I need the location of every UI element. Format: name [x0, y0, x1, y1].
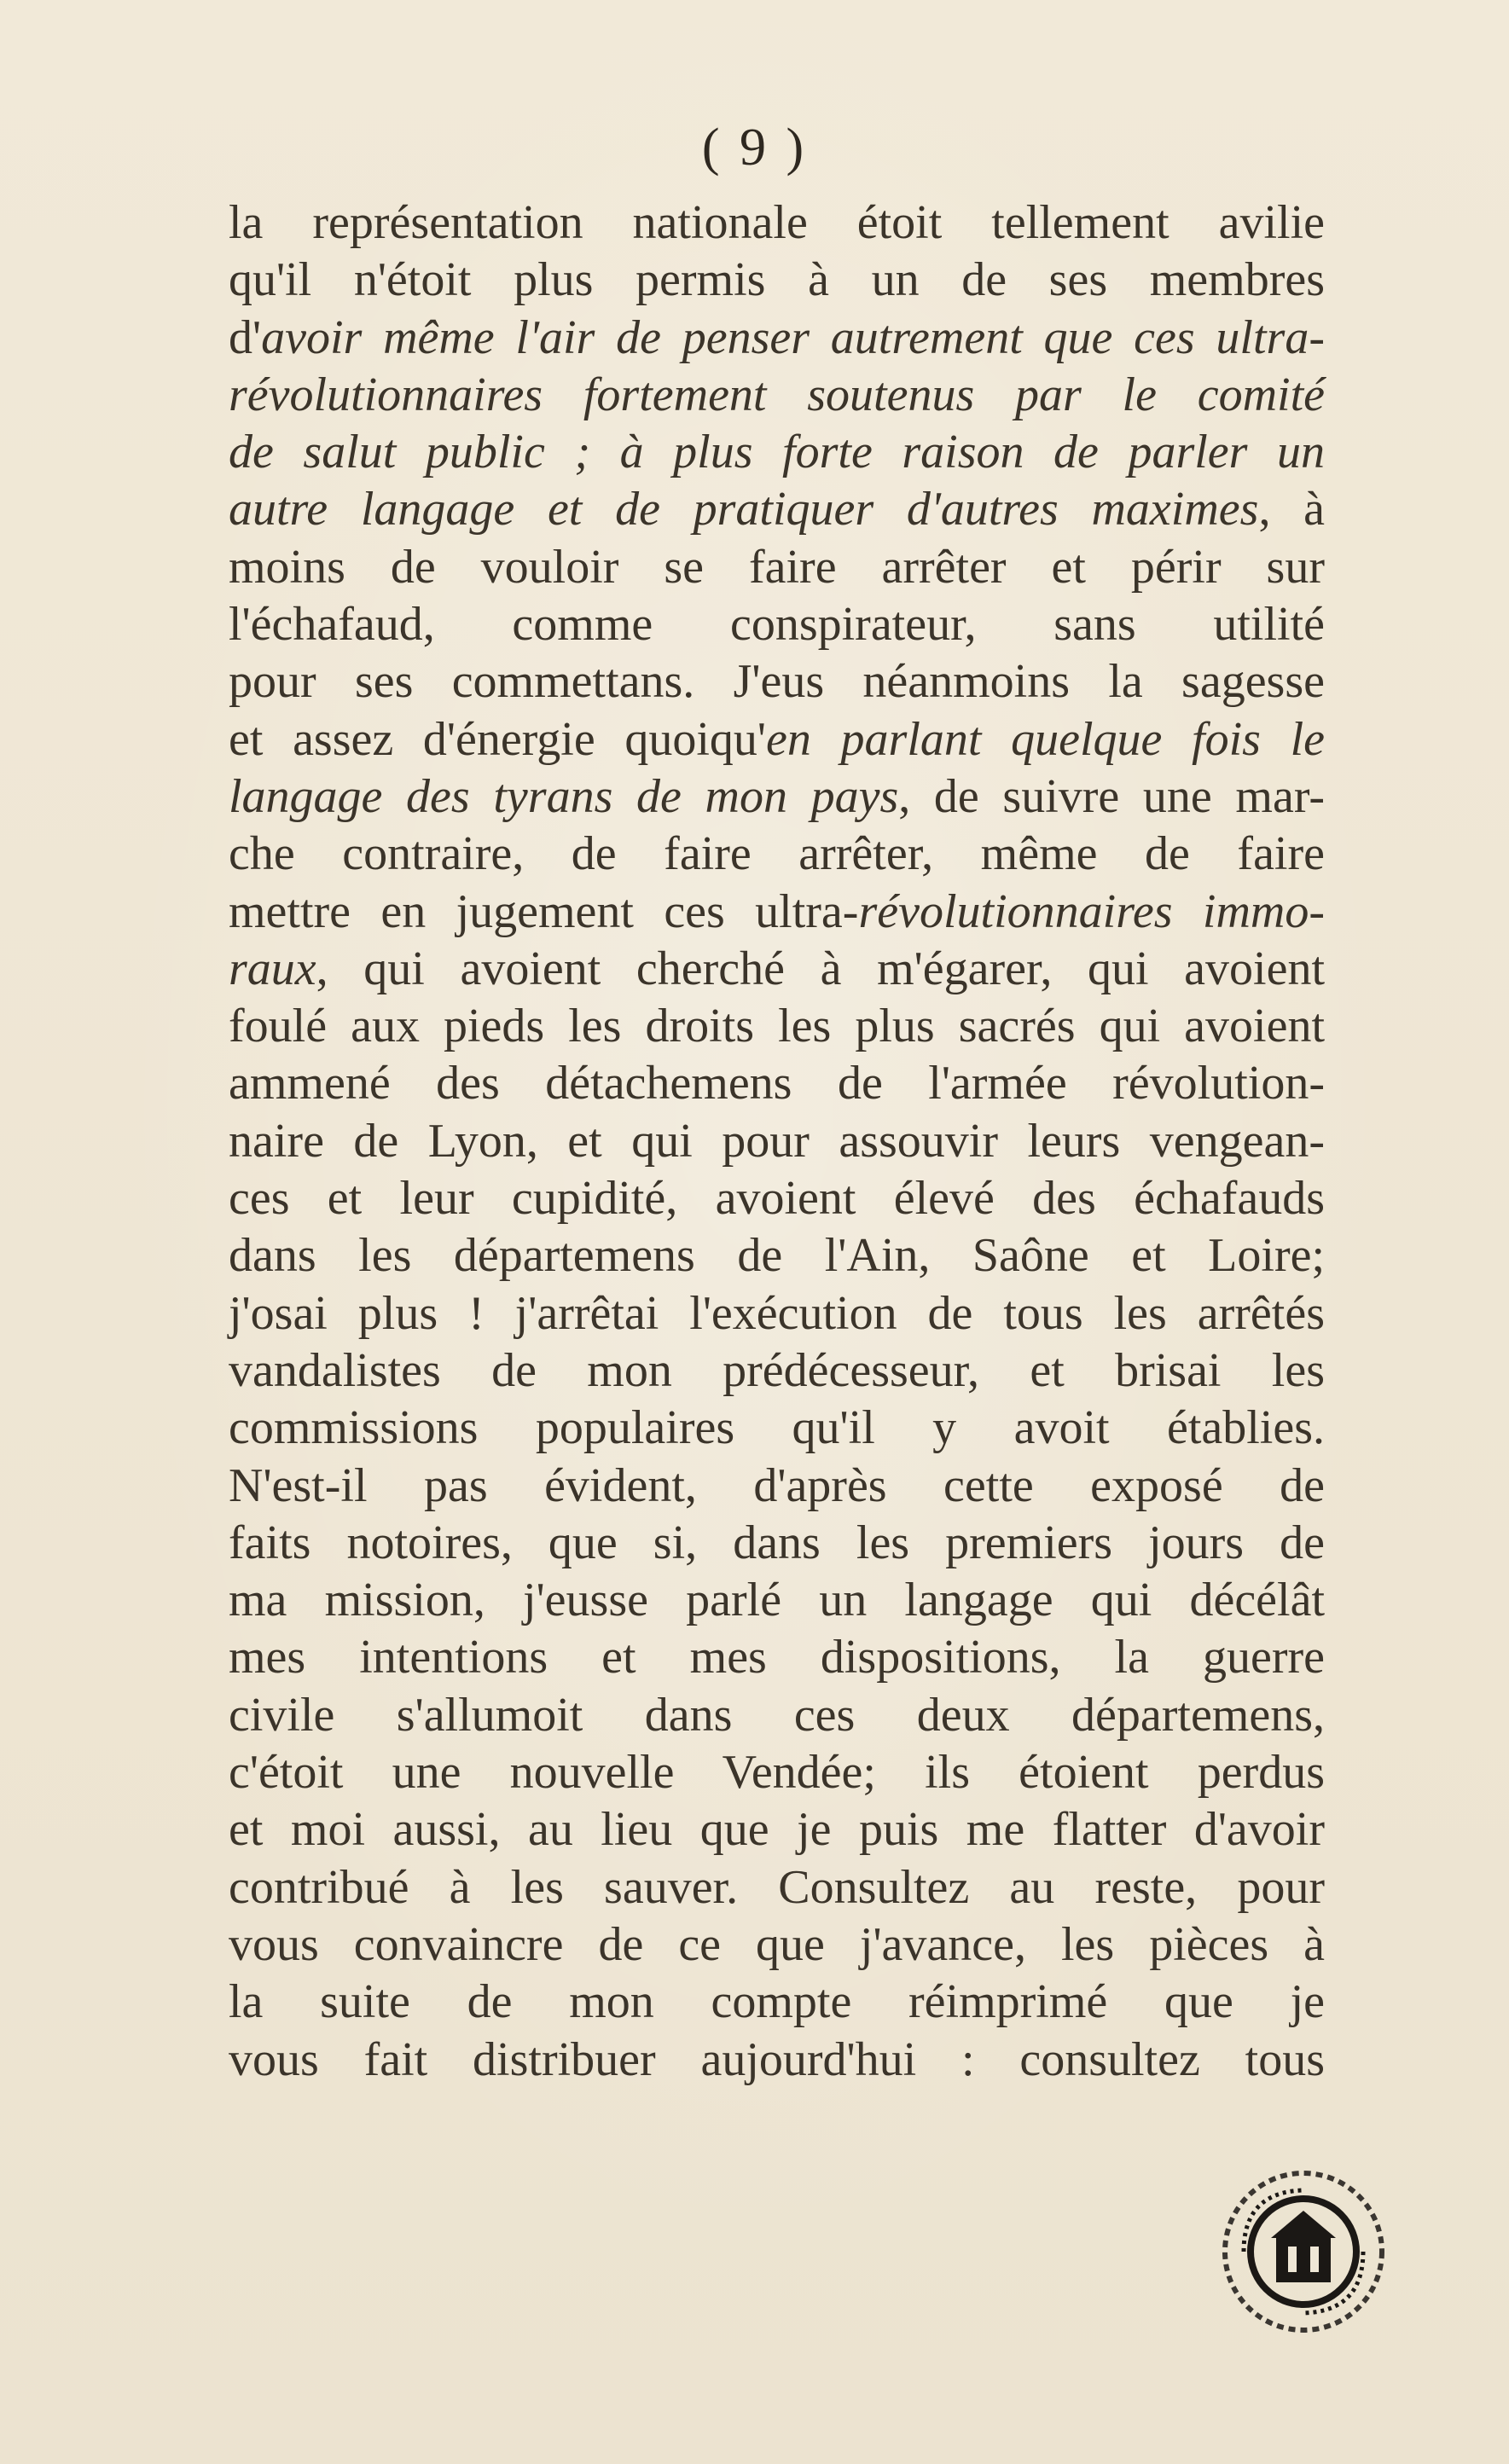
- italic-text: révolutionnaires fortement soutenus par le comité: [229, 368, 1325, 421]
- page-number: ( 9 ): [701, 119, 808, 177]
- roman-text: la représentation nationale étoit tellement avilie: [229, 196, 1325, 249]
- text-line: [229, 1113, 1325, 1170]
- italic-text: avoir même l'air de penser autrement que ces ultra-: [261, 310, 1325, 364]
- roman-text: la suite de mon compte réimprimé que je: [229, 1975, 1325, 2029]
- text-line: [229, 653, 1325, 710]
- roman-text: ces et leur cupidité, avoient élevé des échafauds: [229, 1172, 1325, 1226]
- text-line: [229, 2032, 1325, 2089]
- roman-text: commissions populaires qu'il y avoit établies.: [229, 1401, 1325, 1455]
- roman-text: , de suivre une mar-: [898, 769, 1325, 823]
- text-line: [229, 884, 1325, 941]
- roman-text: l'échafaud, comme conspirateur, sans utilité: [229, 598, 1325, 652]
- roman-text: moins de vouloir se faire arrêter et périr sur: [229, 540, 1325, 594]
- roman-text: dans les départemens de l'Ain, Saône et Loire;: [229, 1229, 1325, 1283]
- italic-text: de salut public ; à plus forte raison de parler un: [229, 426, 1325, 479]
- italic-text: révolutionnaires immo-: [858, 884, 1325, 938]
- roman-text: foulé aux pieds les droits les plus sacrés qui avoient: [229, 1000, 1325, 1053]
- roman-text: qu'il n'étoit plus permis à un de ses membres: [229, 253, 1325, 307]
- roman-text: , à: [1258, 483, 1325, 536]
- text-line: [229, 941, 1325, 998]
- text-line: [229, 1400, 1325, 1457]
- text-line: [229, 768, 1325, 826]
- roman-text: ma mission, j'eusse parlé un langage qui décélât: [229, 1574, 1325, 1627]
- text-line: [229, 1285, 1325, 1342]
- italic-text: autre langage et de pratiquer d'autres maximes: [229, 483, 1259, 536]
- roman-text: contribué à les sauver. Consultez au reste, pour: [229, 1860, 1325, 1914]
- roman-text: civile s'allumoit dans ces deux départemens,: [229, 1688, 1325, 1742]
- text-line: [229, 1170, 1325, 1227]
- roman-text: d': [229, 310, 262, 364]
- text-line: [229, 1687, 1325, 1744]
- text-line: [229, 1801, 1325, 1858]
- roman-text: naire de Lyon, et qui pour assouvir leurs vengean-: [229, 1114, 1325, 1168]
- text-line: [229, 596, 1325, 653]
- library-stamp-icon: [1210, 2158, 1397, 2345]
- text-line: [229, 826, 1325, 883]
- roman-text: mes intentions et mes dispositions, la guerre: [229, 1631, 1325, 1684]
- roman-text: vandalistes de mon prédécesseur, et brisai les: [229, 1343, 1325, 1397]
- roman-text: vous fait distribuer aujourd'hui : consultez tous: [229, 2032, 1325, 2086]
- text-line: [229, 1572, 1325, 1629]
- roman-text: pour ses commettans. J'eus néanmoins la sagesse: [229, 655, 1325, 709]
- roman-text: N'est-il pas évident, d'après cette exposé de: [229, 1458, 1325, 1512]
- text-line: [229, 1916, 1325, 1974]
- roman-text: faits notoires, que si, dans les premiers jours de: [229, 1516, 1325, 1569]
- roman-text: mettre en jugement ces ultra-: [229, 884, 859, 938]
- italic-text: langage des tyrans de mon pays: [229, 769, 899, 823]
- italic-text: en parlant quelque fois le: [766, 712, 1325, 766]
- text-line: [229, 424, 1325, 481]
- text-line: [229, 1744, 1325, 1801]
- text-line: [229, 998, 1325, 1055]
- text-line: [229, 711, 1325, 768]
- text-line: [229, 481, 1325, 538]
- text-line: [229, 194, 1325, 252]
- roman-text: et assez d'énergie quoiqu': [229, 712, 767, 766]
- roman-text: ammené des détachemens de l'armée révolution-: [229, 1057, 1325, 1110]
- body-text: [229, 194, 1325, 2089]
- text-line: [229, 367, 1325, 424]
- text-line: [229, 1342, 1325, 1400]
- text-line: [229, 1629, 1325, 1686]
- roman-text: et moi aussi, au lieu que je puis me flatter d'avoir: [229, 1803, 1325, 1857]
- text-line: [229, 1458, 1325, 1515]
- italic-text: raux: [229, 942, 316, 995]
- roman-text: vous convaincre de ce que j'avance, les pièces à: [229, 1917, 1325, 1971]
- text-line: [229, 252, 1325, 309]
- text-line: [229, 1055, 1325, 1112]
- roman-text: , qui avoient cherché à m'égarer, qui avoient: [316, 942, 1325, 995]
- roman-text: j'osai plus ! j'arrêtai l'exécution de tous les arrêtés: [229, 1286, 1325, 1340]
- text-line: [229, 310, 1325, 367]
- roman-text: che contraire, de faire arrêter, même de faire: [229, 827, 1325, 881]
- text-line: [229, 1227, 1325, 1284]
- roman-text: c'étoit une nouvelle Vendée; ils étoient perdus: [229, 1746, 1325, 1800]
- text-line: [229, 1974, 1325, 2031]
- text-line: [229, 539, 1325, 596]
- text-line: [229, 1859, 1325, 1916]
- text-line: [229, 1515, 1325, 1572]
